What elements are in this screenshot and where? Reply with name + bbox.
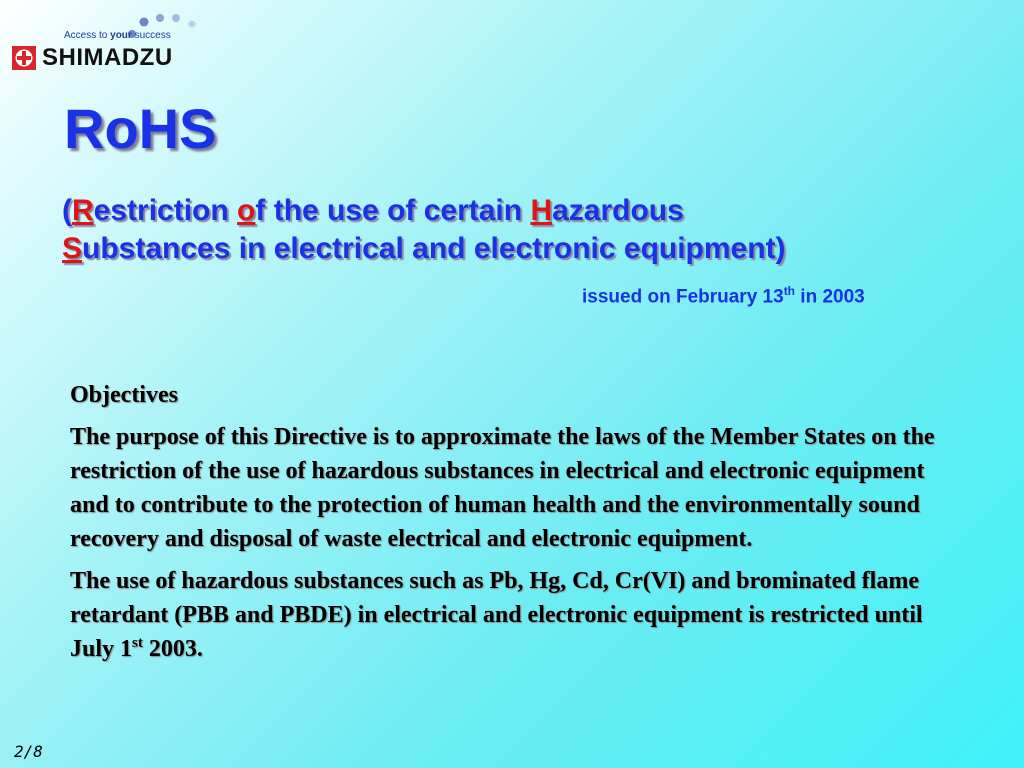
highlight-letter-r: R: [72, 194, 94, 227]
page-number: 2/8: [14, 742, 43, 761]
logo-tagline: Access to your success: [64, 30, 171, 41]
highlight-letter-o: o: [237, 194, 256, 227]
highlight-letter-s: S: [62, 232, 83, 265]
objectives-section: [70, 378, 950, 674]
issued-date: issued on February 13th in 2003: [582, 284, 865, 308]
highlight-letter-h: H: [530, 194, 553, 227]
slide-subtitle: (Restriction of the use of certain Hazardous Substances in electrical and electronic equipment): [62, 194, 786, 265]
logo-brand-name: SHIMADZU: [42, 44, 173, 71]
slide-title: RoHS: [64, 97, 217, 160]
shimadzu-logo: [12, 10, 212, 72]
shimadzu-mark-icon: [12, 46, 36, 70]
objectives-paragraph-1: The purpose of this Directive is to approximate the laws of the Member States on the restriction of the use of hazardous substances in electrical and electronic equipment and to contribute to the protection of human health and the environmentally sound recovery and disposal of waste electrical and electronic equipment.: [70, 424, 935, 552]
objectives-heading: Objectives: [70, 382, 178, 408]
objectives-paragraph-2: The use of hazardous substances such as Pb, Hg, Cd, Cr(VI) and brominated flame retardant (PBB and PBDE) in electrical and electronic equipment is restricted until July 1st 2003.: [70, 568, 923, 662]
